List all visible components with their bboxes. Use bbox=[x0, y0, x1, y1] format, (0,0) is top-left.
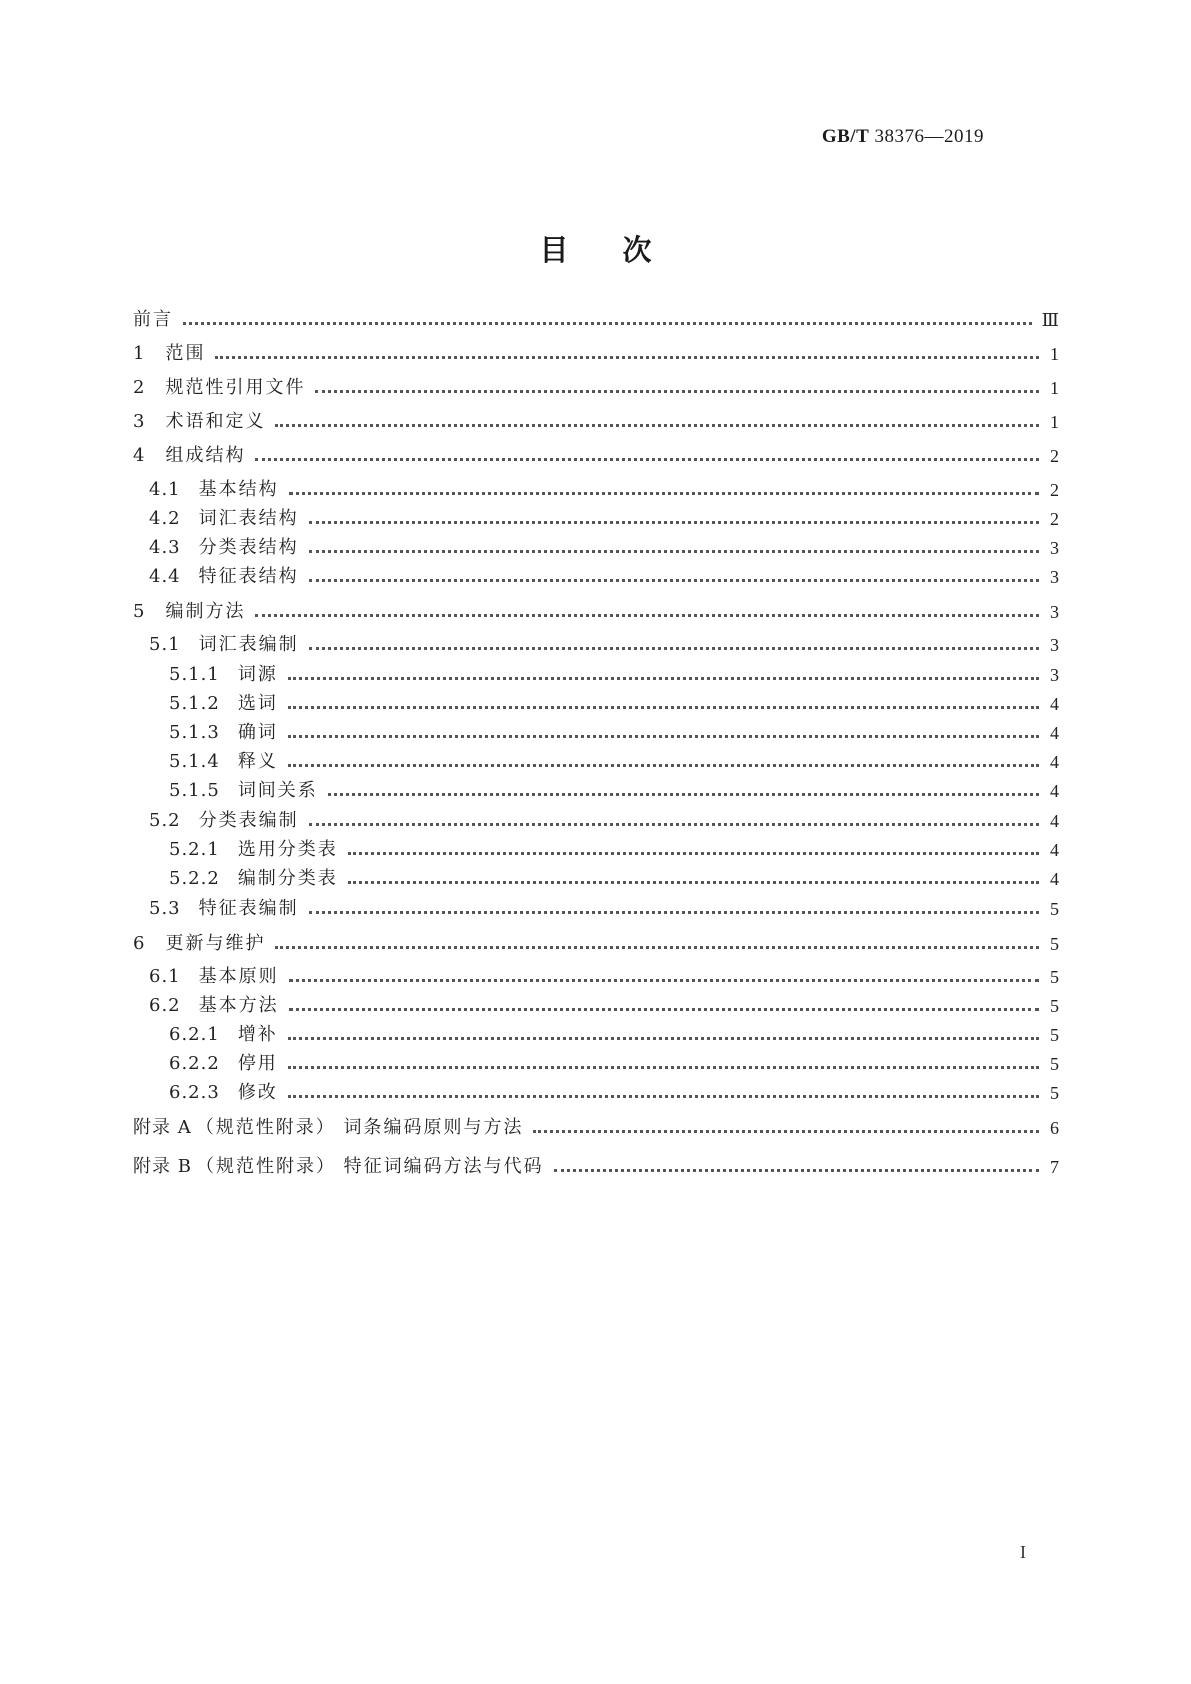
toc-entry-label: 修改 bbox=[237, 1082, 278, 1103]
toc-entry-number: 4.2 bbox=[149, 508, 181, 529]
toc-dot-leader bbox=[275, 946, 1039, 949]
toc-entry-page: 3 bbox=[1050, 538, 1059, 558]
toc-dot-leader bbox=[288, 677, 1039, 680]
toc-entry[interactable] bbox=[133, 962, 1059, 988]
table-of-contents bbox=[133, 0, 1059, 1300]
toc-entry-label: 术语和定义 bbox=[165, 411, 266, 432]
toc-entry-page: 3 bbox=[1050, 635, 1059, 655]
toc-dot-leader bbox=[554, 1169, 1039, 1172]
toc-dot-leader bbox=[288, 1037, 1039, 1040]
toc-entry-label: 特征表编制 bbox=[198, 898, 299, 919]
toc-entry[interactable] bbox=[133, 806, 1059, 832]
toc-entry[interactable] bbox=[133, 1078, 1059, 1104]
toc-entry-label: 编制分类表 bbox=[237, 868, 338, 889]
toc-entry-page: 4 bbox=[1050, 694, 1059, 714]
toc-entry[interactable] bbox=[133, 1113, 1059, 1139]
toc-entry-page: 4 bbox=[1050, 723, 1059, 743]
toc-entry[interactable] bbox=[133, 776, 1059, 802]
toc-dot-leader bbox=[289, 979, 1039, 982]
toc-entry-page: 2 bbox=[1050, 509, 1059, 529]
toc-entry-page: 1 bbox=[1050, 344, 1059, 364]
toc-entry-label: 基本结构 bbox=[198, 479, 279, 500]
toc-entry-label: 组成结构 bbox=[165, 445, 246, 466]
toc-dot-leader bbox=[183, 322, 1032, 325]
toc-entry[interactable] bbox=[133, 689, 1059, 715]
toc-entry-number: 4.4 bbox=[149, 566, 181, 587]
toc-entry-number: 6.1 bbox=[149, 966, 181, 987]
toc-entry[interactable] bbox=[133, 597, 1059, 623]
toc-entry-page: 5 bbox=[1050, 996, 1059, 1016]
toc-entry-label: 分类表编制 bbox=[198, 810, 299, 831]
toc-entry[interactable] bbox=[133, 929, 1059, 955]
toc-dot-leader bbox=[288, 706, 1039, 709]
toc-entry[interactable] bbox=[133, 894, 1059, 920]
toc-entry-label: 释义 bbox=[237, 751, 278, 772]
toc-entry-number: 附录 A bbox=[133, 1117, 192, 1138]
toc-entry-page: 6 bbox=[1050, 1118, 1059, 1138]
toc-dot-leader bbox=[348, 881, 1039, 884]
toc-entry-label: 基本原则 bbox=[198, 966, 279, 987]
toc-entry-label: （规范性附录） 特征词编码方法与代码 bbox=[195, 1156, 544, 1177]
toc-entry-label: 编制方法 bbox=[165, 601, 246, 622]
toc-entry[interactable] bbox=[133, 475, 1059, 501]
toc-dot-leader bbox=[309, 911, 1039, 914]
toc-entry-label: 选用分类表 bbox=[237, 839, 338, 860]
toc-dot-leader bbox=[275, 424, 1039, 427]
toc-entry-number: 5.3 bbox=[149, 898, 181, 919]
toc-entry-label: 词汇表结构 bbox=[198, 508, 299, 529]
toc-entry-number: 1 bbox=[133, 343, 146, 364]
toc-entry-label: 更新与维护 bbox=[165, 933, 266, 954]
toc-entry-label: （规范性附录） 词条编码原则与方法 bbox=[195, 1117, 524, 1138]
toc-entry-number: 5.2 bbox=[149, 810, 181, 831]
toc-dot-leader bbox=[348, 852, 1039, 855]
toc-entry-label: 词汇表编制 bbox=[198, 634, 299, 655]
toc-entry[interactable] bbox=[133, 373, 1059, 399]
toc-entry-number: 5.1.5 bbox=[169, 780, 220, 801]
toc-entry-number: 5.1.3 bbox=[169, 722, 220, 743]
toc-entry-label: 选词 bbox=[237, 693, 278, 714]
toc-entry-label: 规范性引用文件 bbox=[165, 377, 306, 398]
toc-entry[interactable] bbox=[133, 864, 1059, 890]
toc-entry-number: 4 bbox=[133, 445, 146, 466]
toc-dot-leader bbox=[289, 492, 1039, 495]
toc-entry[interactable] bbox=[133, 718, 1059, 744]
toc-entry-number: 5 bbox=[133, 601, 146, 622]
toc-dot-leader bbox=[309, 579, 1039, 582]
toc-entry-number: 6.2.3 bbox=[169, 1082, 220, 1103]
standard-code: 38376—2019 bbox=[874, 126, 984, 147]
toc-dot-leader bbox=[309, 823, 1039, 826]
toc-dot-leader bbox=[215, 356, 1039, 359]
toc-entry-label: 停用 bbox=[237, 1053, 278, 1074]
toc-entry-number: 5.1.2 bbox=[169, 693, 220, 714]
toc-entry-page: 3 bbox=[1050, 665, 1059, 685]
toc-entry-page: 3 bbox=[1050, 567, 1059, 587]
toc-entry-label: 分类表结构 bbox=[198, 537, 299, 558]
toc-entry-number: 5.2.1 bbox=[169, 839, 220, 860]
toc-dot-leader bbox=[288, 764, 1039, 767]
toc-entry-page: 7 bbox=[1050, 1157, 1059, 1177]
toc-dot-leader bbox=[288, 1095, 1039, 1098]
toc-entry-page: 4 bbox=[1050, 781, 1059, 801]
toc-entry-page: 5 bbox=[1050, 934, 1059, 954]
toc-entry[interactable] bbox=[133, 1049, 1059, 1075]
toc-entry-number: 附录 B bbox=[133, 1156, 192, 1177]
toc-entry-number: 5.1 bbox=[149, 634, 181, 655]
toc-entry-label: 确词 bbox=[237, 722, 278, 743]
toc-entry-number: 6 bbox=[133, 933, 146, 954]
toc-dot-leader bbox=[288, 1066, 1039, 1069]
page-title: 目次 bbox=[539, 233, 706, 267]
toc-entry-label: 范围 bbox=[165, 343, 206, 364]
toc-entry-page: 4 bbox=[1050, 752, 1059, 772]
toc-dot-leader bbox=[289, 1008, 1039, 1011]
toc-dot-leader bbox=[315, 390, 1039, 393]
toc-entry-page: Ⅲ bbox=[1041, 310, 1059, 330]
toc-entry-page: 2 bbox=[1050, 446, 1059, 466]
toc-entry-number: 5.1.4 bbox=[169, 751, 220, 772]
toc-entry-page: 5 bbox=[1050, 1025, 1059, 1045]
toc-entry-page: 3 bbox=[1050, 602, 1059, 622]
toc-dot-leader bbox=[255, 458, 1039, 461]
toc-entry[interactable] bbox=[133, 407, 1059, 433]
toc-dot-leader bbox=[328, 793, 1039, 796]
toc-entry-label: 增补 bbox=[237, 1024, 278, 1045]
toc-entry[interactable] bbox=[133, 1152, 1059, 1178]
toc-entry-label: 前言 bbox=[133, 309, 173, 330]
toc-entry-number: 4.1 bbox=[149, 479, 181, 500]
standard-prefix: GB/T bbox=[821, 126, 870, 147]
toc-entry[interactable] bbox=[133, 305, 1059, 331]
toc-dot-leader bbox=[309, 521, 1039, 524]
toc-entry-page: 4 bbox=[1050, 869, 1059, 889]
toc-entry-number: 4.3 bbox=[149, 537, 181, 558]
toc-entry[interactable] bbox=[133, 441, 1059, 467]
toc-entry[interactable] bbox=[133, 747, 1059, 773]
toc-entry[interactable] bbox=[133, 339, 1059, 365]
toc-entry-number: 6.2.1 bbox=[169, 1024, 220, 1045]
toc-entry-number: 6.2 bbox=[149, 995, 181, 1016]
toc-entry-page: 4 bbox=[1050, 811, 1059, 831]
toc-entry-number: 2 bbox=[133, 377, 146, 398]
page-number: I bbox=[1020, 1542, 1026, 1562]
toc-entry-number: 6.2.2 bbox=[169, 1053, 220, 1074]
toc-entry-number: 3 bbox=[133, 411, 146, 432]
toc-entry[interactable] bbox=[133, 835, 1059, 861]
toc-entry-page: 1 bbox=[1050, 412, 1059, 432]
toc-entry[interactable] bbox=[133, 630, 1059, 656]
toc-entry-label: 基本方法 bbox=[198, 995, 279, 1016]
toc-entry-page: 4 bbox=[1050, 840, 1059, 860]
toc-dot-leader bbox=[533, 1130, 1039, 1133]
toc-entry-label: 特征表结构 bbox=[198, 566, 299, 587]
toc-entry-page: 5 bbox=[1050, 899, 1059, 919]
toc-entry-page: 5 bbox=[1050, 1083, 1059, 1103]
toc-entry-page: 5 bbox=[1050, 1054, 1059, 1074]
toc-entry-label: 词间关系 bbox=[237, 780, 318, 801]
toc-dot-leader bbox=[288, 735, 1039, 738]
toc-entry[interactable] bbox=[133, 1020, 1059, 1046]
toc-entry[interactable] bbox=[133, 660, 1059, 686]
toc-entry[interactable] bbox=[133, 504, 1059, 530]
toc-dot-leader bbox=[309, 550, 1039, 553]
toc-entry-label: 词源 bbox=[237, 664, 278, 685]
toc-dot-leader bbox=[309, 647, 1039, 650]
toc-entry-page: 5 bbox=[1050, 967, 1059, 987]
toc-entry-number: 5.2.2 bbox=[169, 868, 220, 889]
toc-entry-page: 2 bbox=[1050, 480, 1059, 500]
toc-entry-page: 1 bbox=[1050, 378, 1059, 398]
toc-entry-number: 5.1.1 bbox=[169, 664, 220, 685]
toc-entry[interactable] bbox=[133, 533, 1059, 559]
toc-dot-leader bbox=[255, 614, 1039, 617]
toc-entry[interactable] bbox=[133, 562, 1059, 588]
toc-entry[interactable] bbox=[133, 991, 1059, 1017]
